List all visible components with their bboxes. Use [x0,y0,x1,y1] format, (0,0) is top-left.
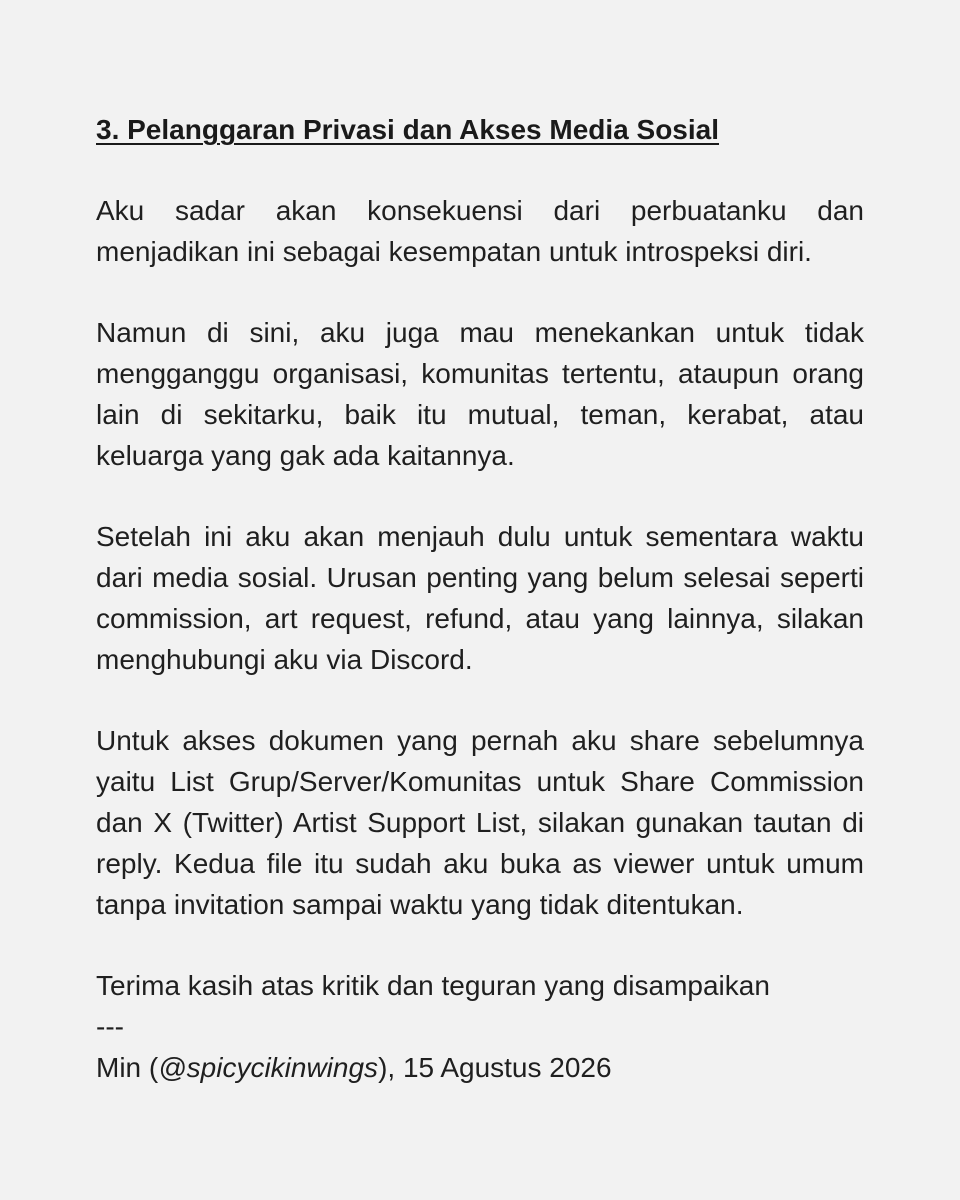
paragraph-do-not-disturb: Namun di sini, aku juga mau menekankan untuk tidak mengganggu organisasi, komunitas tertentu, ataupun orang lain di sekitarku, baik itu mutual, teman, kerabat, atau keluarga yang gak ada kaitannya. [96,317,864,471]
paragraph-document-access: Untuk akses dokumen yang pernah aku share sebelumnya yaitu List Grup/Server/Komunitas untuk Share Commission dan X (Twitter) Artist Support List, silakan gunakan tautan di reply. Kedua file itu sudah aku buka as viewer untuk umum tanpa invitation sampai waktu yang tidak ditentukan. [96,725,864,920]
signature-line [96,1047,864,1088]
paragraph-leaving-social-media: Setelah ini aku akan menjauh dulu untuk sementara waktu dari media sosial. Urusan penting yang belum selesai seperti commission, art request, refund, atau yang lainnya, silakan menghubungi aku via Discord. [96,521,864,675]
signature-suffix: ), 15 Agustus 2026 [378,1052,612,1083]
separator-dashes: --- [96,1011,124,1042]
paragraph-consequences: Aku sadar akan konsekuensi dari perbuatanku dan menjadikan ini sebagai kesempatan untuk introspeksi diri. [96,195,864,267]
signature-prefix: Min ( [96,1052,159,1083]
section-heading: 3. Pelanggaran Privasi dan Akses Media Sosial [96,114,720,145]
signature-handle: @spicycikinwings [158,1052,379,1083]
closing-thanks: Terima kasih atas kritik dan teguran yang disampaikan [96,970,770,1001]
